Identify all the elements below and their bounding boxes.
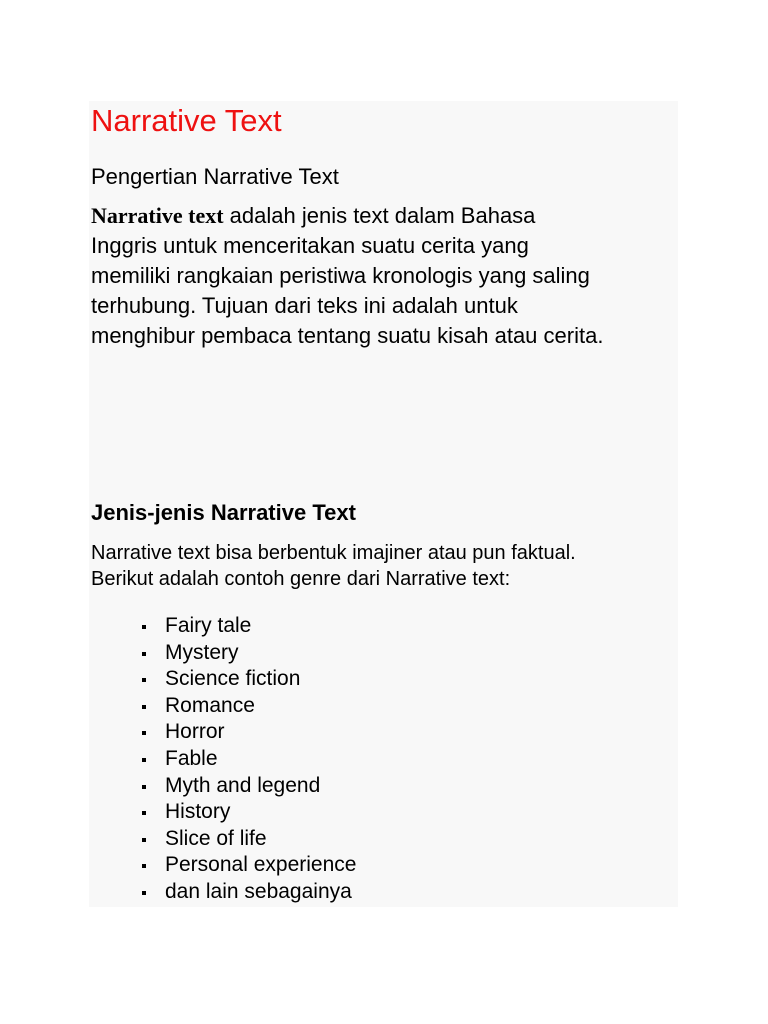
genre-list [138, 613, 356, 906]
definition-line: terhubung. Tujuan dari teks ini adalah untuk [91, 293, 518, 318]
genre-label: Science fiction [165, 667, 301, 691]
document-title: Narrative Text [91, 103, 282, 138]
square-bullet-icon [142, 891, 146, 895]
square-bullet-icon [142, 705, 146, 709]
section-heading: Jenis-jenis Narrative Text [91, 500, 356, 525]
definition-line: Inggris untuk menceritakan suatu cerita yang [91, 233, 529, 258]
square-bullet-icon [142, 864, 146, 868]
square-bullet-icon [142, 838, 146, 842]
genre-list-item [138, 666, 356, 693]
genre-list-item [138, 799, 356, 826]
genre-label: Slice of life [165, 826, 267, 850]
section-intro-line: Narrative text bisa berbentuk imajiner atau pun faktual. [91, 542, 576, 564]
square-bullet-icon [142, 758, 146, 762]
genre-list-item [138, 640, 356, 667]
genre-label: Fairy tale [165, 614, 252, 637]
genre-label: Personal experience [165, 853, 357, 877]
genre-list-item [138, 613, 356, 640]
definition-line [91, 201, 691, 231]
genre-label: Romance [165, 693, 255, 717]
definition-line: menghibur pembaca tentang suatu kisah atau cerita. [91, 323, 604, 348]
genre-list-item [138, 719, 356, 746]
genre-list-item [138, 879, 356, 906]
genre-list-item [138, 773, 356, 800]
definition-line: memiliki rangkaian peristiwa kronologis yang saling [91, 263, 590, 288]
genre-label: History [165, 800, 231, 824]
genre-label: Horror [165, 720, 225, 744]
definition-term: Narrative text [91, 203, 224, 228]
genre-label: Mystery [165, 640, 239, 664]
section-intro-line: Berikut adalah contoh genre dari Narrative text: [91, 568, 511, 590]
square-bullet-icon [142, 678, 146, 682]
definition-first-line-text: adalah jenis text dalam Bahasa [223, 203, 536, 228]
section-intro [91, 540, 576, 592]
square-bullet-icon [142, 731, 146, 735]
genre-label: Myth and legend [165, 773, 321, 797]
genre-list-item [138, 826, 356, 853]
genre-list-item [138, 746, 356, 773]
document-subtitle: Pengertian Narrative Text [91, 164, 339, 189]
square-bullet-icon [142, 652, 146, 656]
square-bullet-icon [142, 785, 146, 789]
genre-label: dan lain sebagainya [165, 879, 352, 903]
genre-list-item [138, 852, 356, 879]
square-bullet-icon [142, 811, 146, 815]
genre-label: Fable [165, 746, 218, 770]
definition-paragraph [91, 201, 691, 351]
genre-list-item [138, 693, 356, 720]
square-bullet-icon [142, 625, 146, 629]
